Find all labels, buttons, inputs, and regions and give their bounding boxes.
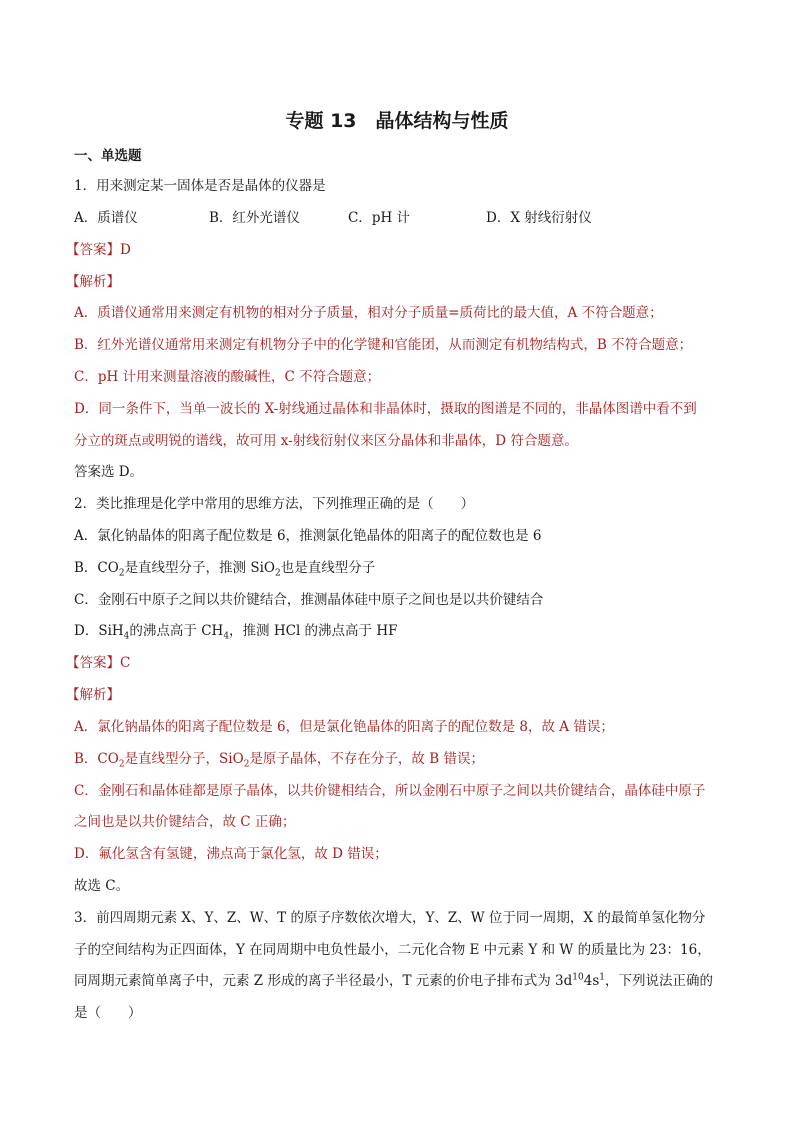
q1-analysis-a: A．质谱仪通常用来测定有机物的相对分子质量，相对分子质量=质荷比的最大值，A 不符合题意； [74,305,663,321]
q1-option-b: B．红外光谱仪 [209,210,300,226]
q2-conclusion: 故选 C。 [74,878,130,894]
q1-analysis-d2: 分立的斑点或明锐的谱线，故可用 x-射线衍射仪来区分晶体和非晶体，D 符合题意。 [74,433,578,449]
q2-analysis-a: A．氯化钠晶体的阳离子配位数是 6，但是氯化铯晶体的阳离子的配位数是 8，故 A 错误； [74,719,614,735]
q1-option-d: D．X 射线衍射仪 [486,210,592,226]
q2-option-b: B．$CO_2$是直线型分子，推测 SiO$_2$也是直线型分子 [74,560,376,579]
q2-option-d: D．SiH$_4$的沸点高于 $CH_4$，推测 HCl 的沸点高于 HF [74,623,398,642]
q1-answer: 【答案】D [66,242,131,258]
q1-analysis-d1: D．同一条件下，当单一波长的 X-射线通过晶体和非晶体时，摄取的图谱是不同的，非晶体图谱中看不到 [74,401,697,417]
q2-option-a: A．氯化钠晶体的阳离子配位数是 6，推测氯化铯晶体的阳离子的配位数也是 6 [74,528,542,544]
q2-answer: 【答案】C [66,655,131,671]
section-heading: 一、单选题 [74,148,142,164]
q1-analysis-b: B．红外光谱仪通常用来测定有机物分子中的化学键和官能团，从而测定有机物结构式，B 不符合题意； [74,337,693,353]
q1-stem: 1．用来测定某一固体是否是晶体的仪器是 [74,178,326,194]
q1-option-a: A．质谱仪 [74,210,138,226]
q1-analysis-c: C．pH 计用来测量溶液的酸碱性，C 不符合题意； [74,369,381,385]
q1-analysis-label: 【解析】 [66,274,120,290]
q2-analysis-c1: C．金刚石和晶体硅都是原子晶体，以共价键相结合，所以金刚石中原子之间以共价键结合，晶体硅中原子 [74,783,706,799]
q1-option-c: C．pH 计 [348,210,411,226]
q3-stem-line4: 是（ ） [74,1005,142,1021]
q3-stem-line3: 同周期元素简单离子中，元素 Z 形成的离子半径最小，T 元素的价电子排布式为 $3d^{10}4s^1$，下列说法正确的 [74,972,713,989]
q2-option-c: C．金刚石中原子之间以共价键结合，推测晶体硅中原子之间也是以共价键结合 [74,592,544,608]
q2-analysis-d: D．氟化氢含有氢键，沸点高于氯化氢，故 D 错误； [74,846,388,862]
q2-stem: 2．类比推理是化学中常用的思维方法，下列推理正确的是（ ） [74,496,475,512]
q3-stem-line1: 3．前四周期元素 X、Y、Z、W、T 的原子序数依次增大，Y、Z、W 位于同一周期，X 的最简单氢化物分 [74,910,706,926]
q2-analysis-b: B．$CO_2$是直线型分子，SiO$_2$是原子晶体，不存在分子，故 B 错误； [74,751,484,770]
q1-conclusion: 答案选 D。 [74,464,144,480]
page-title: 专题 13 晶体结构与性质 [285,110,509,132]
q2-analysis-label: 【解析】 [66,687,120,703]
q2-analysis-c2: 之间也是以共价键结合，故 C 正确； [74,814,296,830]
q3-stem-line2: 子的空间结构为正四面体，Y 在同周期中电负性最小，二元化合物 E 中元素 Y 和 W 的质量比为 23：16， [74,942,711,958]
